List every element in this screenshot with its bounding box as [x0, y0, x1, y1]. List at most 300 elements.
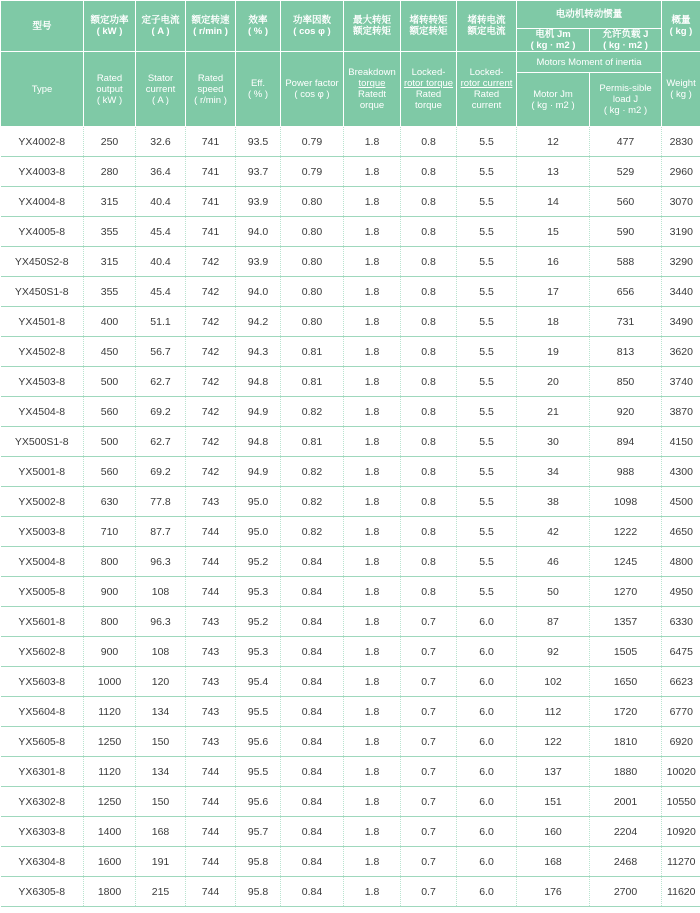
cell-load-j: 1650: [590, 667, 662, 697]
cell-speed: 741: [186, 217, 236, 247]
cell-type: YX6305-8: [1, 877, 84, 907]
col-load-j-cn: 允许负载 J ( kg · m2 ): [590, 29, 662, 52]
cell-locked-torque: 0.8: [401, 337, 457, 367]
cell-load-j: 988: [590, 457, 662, 487]
cell-pf: 0.84: [281, 637, 344, 667]
cell-locked-current: 5.5: [457, 367, 517, 397]
cell-weight: 3620: [662, 337, 700, 367]
cell-type: YX6301-8: [1, 757, 84, 787]
cell-eff: 94.3: [236, 337, 281, 367]
cell-weight: 3870: [662, 397, 700, 427]
cell-motor-jm: 14: [517, 187, 590, 217]
cell-load-j: 590: [590, 217, 662, 247]
col-pf-en: Power factor ( cos φ ): [281, 52, 344, 127]
cell-locked-torque: 0.8: [401, 217, 457, 247]
cell-motor-jm: 21: [517, 397, 590, 427]
cell-current: 69.2: [136, 457, 186, 487]
cell-weight: 6770: [662, 697, 700, 727]
cell-speed: 742: [186, 427, 236, 457]
cell-pf: 0.80: [281, 307, 344, 337]
cell-current: 134: [136, 757, 186, 787]
cell-pf: 0.84: [281, 727, 344, 757]
cell-locked-torque: 0.8: [401, 547, 457, 577]
cell-load-j: 2468: [590, 847, 662, 877]
table-row: [1, 817, 700, 847]
cell-current: 36.4: [136, 157, 186, 187]
cell-current: 150: [136, 727, 186, 757]
cell-output: 710: [84, 517, 136, 547]
cell-current: 77.8: [136, 487, 186, 517]
cell-motor-jm: 16: [517, 247, 590, 277]
cell-breakdown: 1.8: [344, 187, 401, 217]
cell-type: YX5604-8: [1, 697, 84, 727]
col-breakdown-en: [344, 52, 401, 127]
cell-output: 1400: [84, 817, 136, 847]
cell-breakdown: 1.8: [344, 547, 401, 577]
cell-motor-jm: 13: [517, 157, 590, 187]
cell-locked-current: 5.5: [457, 157, 517, 187]
cell-current: 56.7: [136, 337, 186, 367]
cell-pf: 0.84: [281, 607, 344, 637]
cell-pf: 0.84: [281, 847, 344, 877]
cell-current: 168: [136, 817, 186, 847]
cell-output: 800: [84, 547, 136, 577]
cell-locked-current: 5.5: [457, 457, 517, 487]
table-row: [1, 877, 700, 907]
cell-locked-current: 5.5: [457, 217, 517, 247]
cell-load-j: 894: [590, 427, 662, 457]
cell-output: 315: [84, 187, 136, 217]
cell-output: 355: [84, 217, 136, 247]
cell-output: 900: [84, 577, 136, 607]
cell-type: YX4502-8: [1, 337, 84, 367]
locked-torque-numerator-2: rotor torque: [403, 78, 454, 89]
cell-weight: 4800: [662, 547, 700, 577]
cell-current: 134: [136, 697, 186, 727]
cell-breakdown: 1.8: [344, 637, 401, 667]
col-eff-cn: 效率 ( % ): [236, 1, 281, 52]
table-row: [1, 727, 700, 757]
cell-locked-current: 5.5: [457, 427, 517, 457]
cell-type: YX4002-8: [1, 127, 84, 157]
cell-type: YX500S1-8: [1, 427, 84, 457]
cell-weight: 2830: [662, 127, 700, 157]
cell-locked-current: 5.5: [457, 577, 517, 607]
cell-eff: 95.5: [236, 757, 281, 787]
cell-pf: 0.84: [281, 877, 344, 907]
cell-locked-current: 6.0: [457, 817, 517, 847]
cell-motor-jm: 19: [517, 337, 590, 367]
cell-eff: 94.8: [236, 427, 281, 457]
cell-locked-current: 5.5: [457, 187, 517, 217]
cell-motor-jm: 50: [517, 577, 590, 607]
table-body: [1, 127, 700, 907]
cell-eff: 94.0: [236, 217, 281, 247]
col-motor-jm-cn: 电机 Jm ( kg · m2 ): [517, 29, 590, 52]
cell-locked-torque: 0.7: [401, 637, 457, 667]
cell-type: YX5603-8: [1, 667, 84, 697]
cell-breakdown: 1.8: [344, 577, 401, 607]
cell-weight: 4300: [662, 457, 700, 487]
cell-speed: 742: [186, 457, 236, 487]
cell-locked-torque: 0.7: [401, 817, 457, 847]
col-type-cn: 型号: [1, 1, 84, 52]
table-row: [1, 307, 700, 337]
breakdown-denominator: Ratedt orque: [358, 89, 386, 111]
cell-locked-current: 6.0: [457, 877, 517, 907]
cell-load-j: 813: [590, 337, 662, 367]
cell-locked-current: 5.5: [457, 127, 517, 157]
cell-output: 1250: [84, 727, 136, 757]
cell-load-j: 1357: [590, 607, 662, 637]
table-row: [1, 397, 700, 427]
cell-motor-jm: 42: [517, 517, 590, 547]
cell-output: 1000: [84, 667, 136, 697]
col-inertia-group-en: Motors Moment of inertia: [517, 52, 662, 73]
cell-motor-jm: 30: [517, 427, 590, 457]
cell-eff: 94.9: [236, 397, 281, 427]
cell-speed: 742: [186, 397, 236, 427]
cell-weight: 3070: [662, 187, 700, 217]
cell-output: 1120: [84, 757, 136, 787]
cell-speed: 742: [186, 337, 236, 367]
cell-pf: 0.84: [281, 547, 344, 577]
col-load-j-en: Permis-sible load J ( kg · m2 ): [590, 73, 662, 127]
cell-type: YX5002-8: [1, 487, 84, 517]
cell-output: 400: [84, 307, 136, 337]
cell-current: 108: [136, 637, 186, 667]
cell-type: YX4503-8: [1, 367, 84, 397]
cell-speed: 741: [186, 127, 236, 157]
cell-load-j: 560: [590, 187, 662, 217]
cell-output: 1600: [84, 847, 136, 877]
cell-eff: 93.5: [236, 127, 281, 157]
cell-output: 560: [84, 457, 136, 487]
table-row: [1, 337, 700, 367]
cell-output: 450: [84, 337, 136, 367]
cell-eff: 95.0: [236, 517, 281, 547]
cell-eff: 94.8: [236, 367, 281, 397]
cell-load-j: 477: [590, 127, 662, 157]
cell-eff: 95.6: [236, 787, 281, 817]
cell-type: YX5005-8: [1, 577, 84, 607]
cell-breakdown: 1.8: [344, 727, 401, 757]
cell-motor-jm: 92: [517, 637, 590, 667]
cell-pf: 0.79: [281, 157, 344, 187]
cell-eff: 95.2: [236, 607, 281, 637]
cell-breakdown: 1.8: [344, 427, 401, 457]
col-weight-en: Weight ( kg ): [662, 52, 700, 127]
cell-current: 191: [136, 847, 186, 877]
cell-current: 150: [136, 787, 186, 817]
cell-load-j: 1810: [590, 727, 662, 757]
cell-motor-jm: 176: [517, 877, 590, 907]
cell-locked-current: 6.0: [457, 757, 517, 787]
cell-motor-jm: 34: [517, 457, 590, 487]
cell-output: 800: [84, 607, 136, 637]
cell-locked-torque: 0.8: [401, 247, 457, 277]
col-output-cn: 额定功率 ( kW ): [84, 1, 136, 52]
cell-output: 250: [84, 127, 136, 157]
cell-type: YX4501-8: [1, 307, 84, 337]
cell-current: 45.4: [136, 217, 186, 247]
cell-locked-torque: 0.8: [401, 517, 457, 547]
table-row: [1, 127, 700, 157]
cell-load-j: 2204: [590, 817, 662, 847]
cell-motor-jm: 87: [517, 607, 590, 637]
cell-pf: 0.84: [281, 667, 344, 697]
cell-output: 500: [84, 367, 136, 397]
table-row: [1, 637, 700, 667]
cell-current: 40.4: [136, 247, 186, 277]
cell-speed: 742: [186, 247, 236, 277]
cell-weight: 4500: [662, 487, 700, 517]
cell-type: YX5004-8: [1, 547, 84, 577]
cell-weight: 3740: [662, 367, 700, 397]
cell-type: YX6304-8: [1, 847, 84, 877]
cell-current: 40.4: [136, 187, 186, 217]
cell-eff: 95.7: [236, 817, 281, 847]
cell-speed: 744: [186, 817, 236, 847]
breakdown-numerator-2: torque: [358, 78, 386, 89]
cell-output: 315: [84, 247, 136, 277]
cell-weight: 11270: [662, 847, 700, 877]
cell-speed: 741: [186, 187, 236, 217]
col-locked-torque-en: [401, 52, 457, 127]
col-pf-cn: 功率因数 ( cos φ ): [281, 1, 344, 52]
col-output-en: Rated output ( kW ): [84, 52, 136, 127]
cell-breakdown: 1.8: [344, 487, 401, 517]
cell-locked-torque: 0.8: [401, 577, 457, 607]
cell-breakdown: 1.8: [344, 307, 401, 337]
cell-motor-jm: 122: [517, 727, 590, 757]
cell-type: YX4005-8: [1, 217, 84, 247]
cell-current: 215: [136, 877, 186, 907]
table-row: [1, 697, 700, 727]
cell-current: 108: [136, 577, 186, 607]
cell-current: 96.3: [136, 547, 186, 577]
cell-load-j: 1720: [590, 697, 662, 727]
cell-motor-jm: 151: [517, 787, 590, 817]
cell-type: YX6302-8: [1, 787, 84, 817]
cell-pf: 0.84: [281, 817, 344, 847]
cell-eff: 95.4: [236, 667, 281, 697]
cell-weight: 4650: [662, 517, 700, 547]
cell-load-j: 529: [590, 157, 662, 187]
cell-motor-jm: 112: [517, 697, 590, 727]
cell-output: 900: [84, 637, 136, 667]
cell-weight: 10020: [662, 757, 700, 787]
cell-motor-jm: 38: [517, 487, 590, 517]
cell-motor-jm: 17: [517, 277, 590, 307]
cell-current: 120: [136, 667, 186, 697]
cell-load-j: 920: [590, 397, 662, 427]
cell-output: 1250: [84, 787, 136, 817]
cell-breakdown: 1.8: [344, 457, 401, 487]
cell-current: 69.2: [136, 397, 186, 427]
cell-current: 32.6: [136, 127, 186, 157]
table-row: [1, 577, 700, 607]
cell-output: 1120: [84, 697, 136, 727]
cell-breakdown: 1.8: [344, 757, 401, 787]
cell-pf: 0.84: [281, 787, 344, 817]
cell-locked-current: 5.5: [457, 487, 517, 517]
cell-load-j: 850: [590, 367, 662, 397]
table-row: [1, 787, 700, 817]
cell-breakdown: 1.8: [344, 517, 401, 547]
cell-breakdown: 1.8: [344, 397, 401, 427]
cell-locked-torque: 0.8: [401, 457, 457, 487]
cell-output: 355: [84, 277, 136, 307]
table-row: [1, 187, 700, 217]
cell-output: 560: [84, 397, 136, 427]
cell-speed: 741: [186, 157, 236, 187]
cell-breakdown: 1.8: [344, 847, 401, 877]
cell-current: 87.7: [136, 517, 186, 547]
cell-eff: 93.9: [236, 247, 281, 277]
cell-locked-torque: 0.7: [401, 607, 457, 637]
cell-locked-current: 5.5: [457, 247, 517, 277]
locked-current-numerator-2: rotor current: [460, 78, 513, 89]
cell-breakdown: 1.8: [344, 877, 401, 907]
cell-type: YX4004-8: [1, 187, 84, 217]
cell-speed: 742: [186, 307, 236, 337]
cell-motor-jm: 137: [517, 757, 590, 787]
cell-eff: 95.8: [236, 847, 281, 877]
cell-motor-jm: 18: [517, 307, 590, 337]
cell-weight: 11620: [662, 877, 700, 907]
col-locked-current-cn: 堵转电流 额定电流: [457, 1, 517, 52]
cell-locked-current: 6.0: [457, 847, 517, 877]
locked-torque-denominator: Rated torque: [415, 89, 442, 111]
cell-speed: 744: [186, 847, 236, 877]
cell-locked-torque: 0.8: [401, 277, 457, 307]
cell-weight: 2960: [662, 157, 700, 187]
cell-speed: 743: [186, 637, 236, 667]
cell-speed: 742: [186, 277, 236, 307]
breakdown-numerator: Breakdown: [348, 67, 396, 78]
cell-output: 280: [84, 157, 136, 187]
cell-speed: 744: [186, 517, 236, 547]
cell-eff: 94.9: [236, 457, 281, 487]
col-breakdown-cn: 最大转矩 额定转矩: [344, 1, 401, 52]
cell-eff: 95.3: [236, 577, 281, 607]
cell-motor-jm: 15: [517, 217, 590, 247]
cell-output: 1800: [84, 877, 136, 907]
cell-weight: 4150: [662, 427, 700, 457]
cell-breakdown: 1.8: [344, 127, 401, 157]
cell-motor-jm: 102: [517, 667, 590, 697]
cell-load-j: 588: [590, 247, 662, 277]
table-row: [1, 157, 700, 187]
cell-locked-torque: 0.7: [401, 877, 457, 907]
cell-eff: 95.0: [236, 487, 281, 517]
cell-speed: 744: [186, 577, 236, 607]
cell-locked-current: 6.0: [457, 637, 517, 667]
cell-locked-torque: 0.8: [401, 187, 457, 217]
cell-type: YX4003-8: [1, 157, 84, 187]
cell-motor-jm: 160: [517, 817, 590, 847]
cell-type: YX5602-8: [1, 637, 84, 667]
table-header: [1, 1, 700, 127]
cell-locked-current: 6.0: [457, 727, 517, 757]
col-motor-jm-en: Motor Jm ( kg · m2 ): [517, 73, 590, 127]
cell-locked-torque: 0.7: [401, 667, 457, 697]
cell-eff: 95.8: [236, 877, 281, 907]
cell-type: YX5003-8: [1, 517, 84, 547]
cell-current: 96.3: [136, 607, 186, 637]
col-weight-cn: 概量 ( kg ): [662, 1, 700, 52]
cell-weight: 6920: [662, 727, 700, 757]
table-row: [1, 457, 700, 487]
cell-breakdown: 1.8: [344, 337, 401, 367]
cell-type: YX450S1-8: [1, 277, 84, 307]
table-row: [1, 217, 700, 247]
table-row: [1, 667, 700, 697]
cell-type: YX6303-8: [1, 817, 84, 847]
cell-load-j: 731: [590, 307, 662, 337]
cell-locked-current: 6.0: [457, 667, 517, 697]
cell-breakdown: 1.8: [344, 217, 401, 247]
cell-type: YX450S2-8: [1, 247, 84, 277]
table-row: [1, 607, 700, 637]
table-row: [1, 517, 700, 547]
cell-locked-torque: 0.8: [401, 487, 457, 517]
cell-current: 62.7: [136, 367, 186, 397]
cell-pf: 0.84: [281, 757, 344, 787]
cell-output: 630: [84, 487, 136, 517]
cell-pf: 0.84: [281, 577, 344, 607]
cell-load-j: 1270: [590, 577, 662, 607]
cell-breakdown: 1.8: [344, 247, 401, 277]
cell-pf: 0.80: [281, 217, 344, 247]
cell-speed: 743: [186, 607, 236, 637]
cell-load-j: 2700: [590, 877, 662, 907]
cell-eff: 93.7: [236, 157, 281, 187]
cell-motor-jm: 20: [517, 367, 590, 397]
cell-load-j: 1505: [590, 637, 662, 667]
cell-weight: 3440: [662, 277, 700, 307]
cell-locked-current: 6.0: [457, 607, 517, 637]
cell-pf: 0.80: [281, 277, 344, 307]
cell-load-j: 1098: [590, 487, 662, 517]
cell-speed: 744: [186, 877, 236, 907]
cell-breakdown: 1.8: [344, 607, 401, 637]
cell-weight: 3290: [662, 247, 700, 277]
table-row: [1, 277, 700, 307]
cell-eff: 94.2: [236, 307, 281, 337]
cell-locked-current: 5.5: [457, 547, 517, 577]
col-inertia-group-cn: 电动机转动惯量: [517, 1, 662, 29]
col-locked-current-en: [457, 52, 517, 127]
cell-pf: 0.80: [281, 247, 344, 277]
cell-eff: 95.3: [236, 637, 281, 667]
cell-eff: 95.2: [236, 547, 281, 577]
table-row: [1, 487, 700, 517]
cell-current: 45.4: [136, 277, 186, 307]
cell-breakdown: 1.8: [344, 697, 401, 727]
cell-locked-torque: 0.8: [401, 427, 457, 457]
cell-locked-current: 6.0: [457, 697, 517, 727]
cell-locked-current: 6.0: [457, 787, 517, 817]
cell-eff: 94.0: [236, 277, 281, 307]
cell-eff: 95.6: [236, 727, 281, 757]
cell-breakdown: 1.8: [344, 787, 401, 817]
col-current-en: Stator current ( A ): [136, 52, 186, 127]
cell-weight: 4950: [662, 577, 700, 607]
cell-speed: 744: [186, 547, 236, 577]
col-speed-cn: 额定转速 ( r/min ): [186, 1, 236, 52]
